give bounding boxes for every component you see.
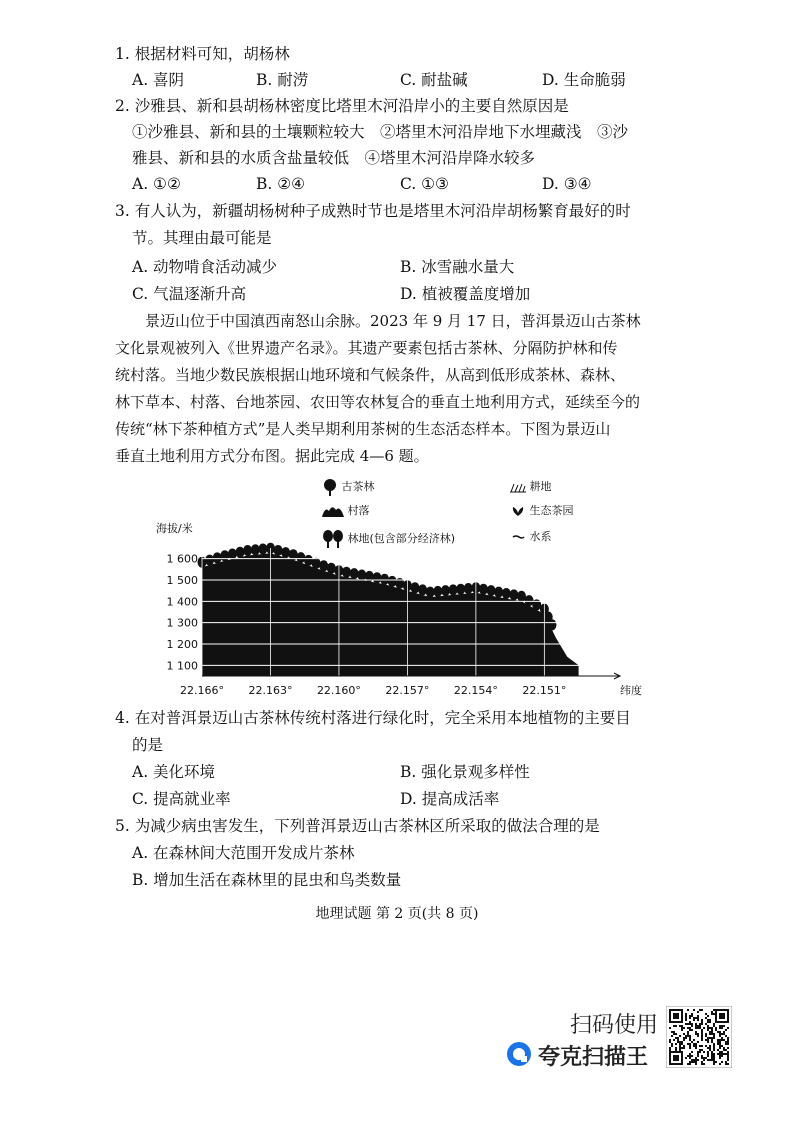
tree-mark [509, 589, 518, 600]
tree-mark [418, 584, 427, 595]
tree-mark [236, 547, 245, 558]
legend-label-water: 水系 [529, 530, 552, 543]
tree-mark [357, 570, 366, 581]
q1-option-b: B. 耐涝 [256, 71, 309, 89]
tree-mark [479, 584, 488, 595]
tree-mark [205, 555, 214, 566]
legend-label-ancient-tea: 古茶林 [341, 480, 375, 493]
page-footer: 地理试题 第 2 页(共 8 页) [315, 906, 479, 922]
quark-logo-icon [506, 1041, 532, 1067]
q2-option-b: B. ②④ [256, 175, 306, 193]
y-tick-label: 1 100 [166, 659, 198, 673]
q4-stem-line1: 4. 在对普洱景迈山古茶林传统村落进行绿化时，完全采用本地植物的主要目 [115, 709, 631, 727]
tree-mark [274, 545, 283, 556]
legend-label-woodland: 林地(包含部分经济林) [347, 532, 456, 545]
q3-option-a: A. 动物啃食活动减少 [132, 258, 278, 276]
tree-mark [228, 549, 237, 560]
legend-label-farmland: 耕地 [529, 480, 552, 493]
tree-mark [380, 574, 389, 585]
q4-option-a: A. 美化环境 [132, 763, 216, 781]
x-tick-label: 22.166° [180, 684, 224, 697]
q5-stem: 5. 为减少病虫害发生，下列普洱景迈山古茶林区所采取的做法合理的是 [115, 817, 600, 835]
tree-mark [433, 586, 442, 597]
passage-line-1: 景迈山位于中国滇西南怒山余脉。2023 年 9 月 17 日，普洱景迈山古茶林 [115, 312, 641, 330]
q2-option-d: D. ③④ [542, 175, 592, 193]
q2-statements-line1: ①沙雅县、新和县的土壤颗粒较大 ②塔里木河沿岸地下水埋藏浅 ③沙 [132, 123, 629, 141]
q1-option-a: A. 喜阴 [132, 71, 185, 89]
tree-mark [312, 558, 321, 569]
tree-mark [411, 582, 420, 593]
tree-mark [494, 587, 503, 598]
tree-mark [350, 568, 359, 579]
tree-mark [487, 585, 496, 596]
passage-line-3: 统村落。当地少数民族根据山地环境和气候条件，从高到低形成茶林、森林、 [115, 366, 626, 384]
x-tick-labels [180, 684, 566, 697]
q3-option-d: D. 植被覆盖度增加 [400, 285, 531, 303]
q2-option-c: C. ①③ [400, 175, 449, 193]
q2-stem: 2. 沙雅县、新和县胡杨林密度比塔里木河沿岸小的主要自然原因是 [115, 97, 569, 115]
q2-statements-line2: 雅县、新和县的水质含盐量较低 ④塔里木河沿岸降水较多 [132, 149, 536, 167]
elevation-profile-chart [150, 468, 650, 700]
scanner-brand-name: 夸克扫描王 [538, 1045, 649, 1070]
tree-mark [548, 619, 557, 630]
tree-mark [243, 545, 252, 556]
terrain-area [202, 553, 579, 676]
y-tick-labels [167, 553, 199, 673]
passage-line-4: 林下草本、村落、台地茶园、农田等农林复合的垂直土地利用方式，延续至今的 [115, 393, 641, 411]
q4-option-d: D. 提高成活率 [400, 790, 500, 808]
x-tick-label: 22.157° [385, 684, 430, 697]
land-use-profile-figure [150, 468, 650, 700]
tree-mark [373, 572, 382, 583]
q4-option-b: B. 强化景观多样性 [400, 763, 530, 781]
x-axis-label: 纬度 [620, 684, 642, 697]
scan-prompt-text: 扫码使用 [570, 1013, 659, 1038]
q1-option-d: D. 生命脆弱 [542, 71, 626, 89]
qr-code-icon[interactable] [666, 1006, 732, 1068]
tree-mark [220, 550, 229, 561]
y-axis-label: 海拔/米 [156, 522, 193, 535]
tree-mark [319, 560, 328, 571]
q3-stem-line2: 节。其理由最可能是 [132, 229, 272, 247]
x-tick-label: 22.154° [453, 684, 498, 697]
passage-line-5: 传统“林下茶种植方式”是人类早期利用茶树的生态活态样本。下图为景迈山 [115, 420, 611, 438]
q3-stem-line1: 3. 有人认为，新疆胡杨树种子成熟时节也是塔里木河沿岸胡杨繁育最好的时 [115, 202, 631, 220]
tree-mark [502, 588, 511, 599]
tree-mark [388, 576, 397, 587]
q2-option-a: A. ①② [132, 175, 181, 193]
y-tick-label: 1 500 [166, 574, 198, 587]
x-tick-label: 22.151° [522, 684, 567, 697]
q3-option-b: B. 冰雪融水量大 [400, 258, 515, 276]
q3-option-c: C. 气温逐渐升高 [132, 285, 247, 303]
x-tick-label: 22.163° [248, 684, 293, 697]
y-tick-label: 1 600 [166, 552, 198, 566]
q1-stem: 1. 根据材料可知，胡杨林 [115, 45, 290, 63]
q1-option-c: C. 耐盐碱 [400, 71, 468, 89]
tree-mark [296, 552, 305, 563]
tree-mark [327, 563, 336, 574]
q4-stem-line2: 的是 [132, 736, 164, 754]
tree-mark [213, 552, 222, 563]
y-tick-label: 1 300 [166, 616, 198, 630]
tree-mark [304, 555, 313, 566]
tree-mark [281, 547, 290, 558]
q4-option-c: C. 提高就业率 [132, 790, 231, 808]
legend-label-tea-garden: 生态茶园 [529, 504, 574, 517]
tree-mark [342, 567, 351, 578]
q5-option-a: A. 在森林间大范围开发成片茶林 [132, 844, 355, 862]
y-tick-label: 1 400 [166, 595, 198, 609]
q5-option-b: B. 增加生活在森林里的昆虫和鸟类数量 [132, 871, 402, 889]
y-tick-label: 1 200 [166, 638, 198, 651]
x-tick-label: 22.160° [316, 684, 361, 697]
passage-line-6: 垂直土地利用方式分布图。据此完成 4—6 题。 [115, 447, 429, 465]
passage-line-2: 文化景观被列入《世界遗产名录》。其遗产要素包括古茶林、分隔防护林和传 [115, 339, 618, 357]
legend-label-village: 村落 [347, 504, 370, 517]
